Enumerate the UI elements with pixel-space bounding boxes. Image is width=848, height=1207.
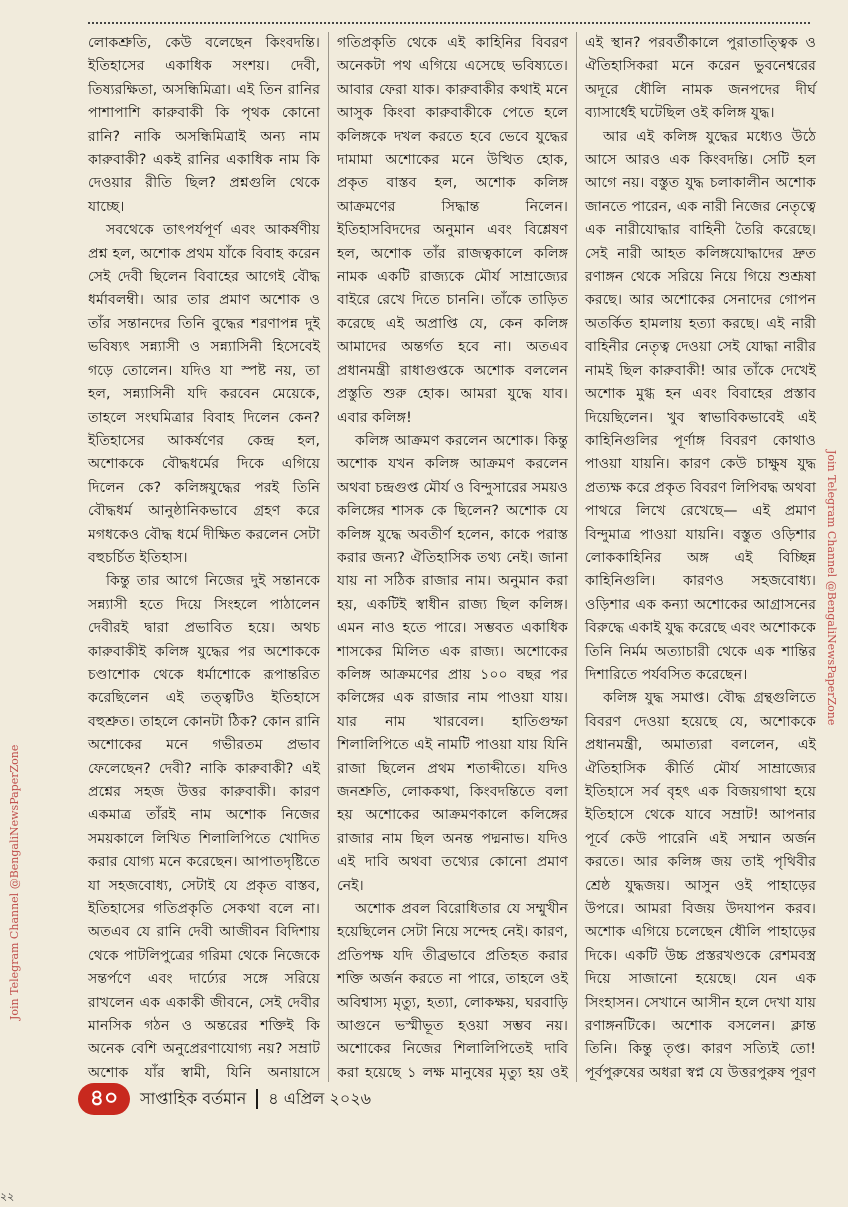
paragraph: আর এই কলিঙ্গ যুদ্ধের মধ্যেও উঠে আসে আরও এক কিংবদন্তি। সেটি হল আগে নয়। বস্তুত যুদ্ধ চলাকালীন অশোক জানতে পারেন, এক নারী নিজের নেতৃত্বে এক নারীযোদ্ধার বাহিনী তৈরি করেছে। সেই নারী আহত কলিঙ্গযোদ্ধাদের দ্রুত রণাঙ্গন থেকে সরিয়ে নিয়ে গিয়ে শুশ্রূষা করছে। আর অশোকের সেনাদের গোপন অতর্কিত হামলায় হত্যা করছে। এই নারী বাহিনীর নেতৃত্ব দেওয়া সেই যোদ্ধা নারীর নামই ছিল কারুবাকী! আর তাঁকে দেখেই অশোক মুগ্ধ হন এবং বিবাহের প্রস্তাব দিয়েছিলেন। খুব স্বাভাবিকভাবেই এই কাহিনিগুলির পূর্ণাঙ্গ বিবরণ কোথাও পাওয়া যায়নি। কারণ কেউ চাক্ষুষ যুদ্ধ প্রত্যক্ষ করে প্রকৃত বিবরণ লিপিবদ্ধ অথবা পাথরে লিখে রেখেছে— এই প্রমাণ বিন্দুমাত্র পাওয়া যায়নি। বস্তুত ওড়িশার লোককাহিনির অঙ্গ এই বিচ্ছিন্ন কাহিনিগুলি। কারণও সহজবোধ্য। ওড়িশার এক কন্যা অশোকের আগ্রাসনের বিরুদ্ধে একাই যুদ্ধ করেছে এবং অশোককে তিনি নির্মম অত্যাচারী থেকে এক শান্তির দিশারিতে পর্যবসিত করেছেন। bbox=[585, 128, 816, 683]
paragraph: কিন্তু তার আগে নিজের দুই সন্তানকে সন্ন্যাসী হতে দিয়ে সিংহলে পাঠালেন দেবীরই দ্বারা প্রভাবিত হয়ে। অথচ কারুবাকীই কলিঙ্গ যুদ্ধের পর অশোককে চণ্ডাশোক থেকে ধর্মাশোকে রূপান্তরিত করেছিলেন এই তত্ত্বটিও ইতিহাসে বহুশ্রুত। তাহলে কোনটা ঠিক? কোন রানি অশোকের মনে গভীরতম প্রভাব ফেলেছেন? দেবী? নাকি কারুবাকী? এই প্রশ্নের সহজ উত্তর কারুবাকী। কারণ একমাত্র তাঁরই নাম অশোক নিজের সময়কালে লিখিত শিলালিপিতে খোদিত করার যোগ্য মনে করেছেন। আপাতদৃষ্টিতে যা সহজবোধ্য, সেটাই যে প্রকৃত বাস্তব, ইতিহাসের গতিপ্রকৃতি সেকথা বলে না। অতএব যে রানি দেবী আজীবন বিদিশায় থেকে পাটলিপুত্রের গরিমা থেকে নিজেকে সন্তর্পণে এবং দার্ঢ্যের সঙ্গে সরিয়ে রাখলেন এক একাকী জীবনে, সেই দেবীর মানসিক গঠন ও অন্তরের শক্তিই কি অনেক বেশি অনুপ্রেরণাযোগ্য নয়? সম্রাট অশোক যাঁর স্বামী, যিনি অনায়াসে bbox=[88, 573, 320, 1081]
watermark-left: Join Telegram Channel @BengaliNewsPaperZone bbox=[8, 744, 21, 1020]
paragraph: এই স্থান? পরবর্তীকালে পুরাতাত্ত্বিক ও ঐতিহাসিকরা মনে করেন ভুবনেশ্বরের অদূরে ধৌলি নামক জনপদের দীর্ঘ ব্যাসার্ধেই ঘটেছিল ওই কলিঙ্গ যুদ্ধ। bbox=[585, 35, 816, 122]
article-column-2 bbox=[328, 32, 576, 1082]
page-footer bbox=[78, 1082, 823, 1116]
paragraph: কলিঙ্গ যুদ্ধ সমাপ্ত। বৌদ্ধ গ্রন্থগুলিতে বিবরণ দেওয়া হয়েছে যে, অশোককে প্রধানমন্ত্রী, অমাত্যরা বললেন, এই ঐতিহাসিক কীর্তি মৌর্য সাম্রাজ্যের ইতিহাসে সর্ব বৃহৎ এক বিজয়গাথা হয়ে ইতিহাসে থেকে যাবে সম্রাট! আপনার পূর্বে কেউ পারেনি এই সম্মান অর্জন করতে। আর কলিঙ্গ জয় তাই পৃথিবীর শ্রেষ্ঠ যুদ্ধজয়। আসুন ওই পাহাড়ের উপরে। আমরা বিজয় উদযাপন করব। অশোক এগিয়ে চলেছেন ধৌলি পাহাড়ের দিকে। একটি উচ্চ প্রস্তরখণ্ডকে রেশমবস্ত্র দিয়ে সাজানো হয়েছে। যেন এক সিংহাসন। সেখানে আসীন হলে দেখা যায় রণাঙ্গনটিকে। অশোক বসলেন। ক্লান্ত তিনি। কিন্তু তৃপ্ত। কারণ সত্যিই তো! পূর্বপুরুষের অধরা স্বপ্ন যে উত্তরপুরুষ পূরণ bbox=[585, 690, 816, 1081]
article-column-3 bbox=[576, 32, 824, 1082]
footer-divider bbox=[256, 1089, 258, 1109]
article-columns bbox=[80, 32, 825, 1082]
paragraph: কলিঙ্গ আক্রমণ করলেন অশোক। কিন্তু অশোক যখন কলিঙ্গ আক্রমণ করলেন অথবা চন্দ্রগুপ্ত মৌর্য ও বিন্দুসারের সময়ও কলিঙ্গের শাসক কে ছিলেন? অশোক যে কলিঙ্গ যুদ্ধে অবতীর্ণ হলেন, কাকে পরাস্ত করার জন্য? ঐতিহাসিক তথ্য নেই। জানা যায় না সঠিক রাজার নাম। অনুমান করা হয়, একটিই স্বাধীন রাজ্য ছিল কলিঙ্গ। এমন নাও হতে পারে। সম্ভবত একাধিক শাসকের মিলিত এক রাজ্য। অশোকের কলিঙ্গ আক্রমণের প্রায় ১০০ বছর পর কলিঙ্গের এক রাজার নাম পাওয়া যায়। যার নাম খারবেল। হাতিগুম্ফা শিলালিপিতে এই নামটি পাওয়া যায় যিনি রাজা ছিলেন প্রথম শতাব্দীতে। যদিও জনশ্রুতি, লোককথা, কিংবদন্তিতে বলা হয় অশোকের আক্রমণকালে কলিঙ্গের রাজার নাম ছিল অনন্ত পদ্মনাভ। যদিও এই দাবি অথবা তথ্যের কোনো প্রমাণ নেই। bbox=[337, 432, 568, 894]
issue-date: ৪ এপ্রিল ২০২৬ bbox=[268, 1088, 372, 1108]
paragraph: অশোক প্রবল বিরোধিতার যে সম্মুখীন হয়েছিলেন সেটা নিয়ে সন্দেহ নেই। কারণ, প্রতিপক্ষ যদি তীব্রভাবে প্রতিহত করার শক্তি অর্জন করতে না পারে, তাহলে ওই অবিশ্বাস্য মৃত্যু, হত্যা, লোকক্ষয়, ঘরবাড়ি আগুনে ভস্মীভূত হওয়া সম্ভব নয়। অশোকের নিজের শিলালিপিতেই দাবি করা হয়েছে ১ লক্ষ মানুষের মৃত্যু হয় ওই bbox=[337, 901, 568, 1081]
watermark-right: Join Telegram Channel @BengaliNewsPaperZone bbox=[825, 450, 838, 726]
paragraph: লোকশ্রুতি, কেউ বলেছেন কিংবদন্তি। ইতিহাসের একাধিক সংশয়। দেবী, তিষ্যরক্ষিতা, অসন্ধিমিত্রা। এই তিন রানির পাশাপাশি কারুবাকী কি পৃথক কোনো রানি? নাকি অসন্ধিমিত্রাই অন্য নাম কারুবাকী? একই রানির একাধিক নাম কি দেওয়ার রীতি ছিল? প্রশ্নগুলি থেকে যাচ্ছে। bbox=[88, 35, 320, 215]
page-number-badge: ৪০ bbox=[78, 1083, 130, 1115]
top-dotted-rule bbox=[88, 22, 810, 24]
edge-page-number: ২২ bbox=[0, 1190, 15, 1203]
paragraph: গতিপ্রকৃতি থেকে এই কাহিনির বিবরণ অনেকটা পথ এগিয়ে এসেছে ভবিষ্যতে। আবার ফেরা যাক। কারুবাকীর কথাই মনে আসুক কিংবা কারুবাকীকে পেতে হলে কলিঙ্গকে দখল করতে হবে ভেবে যুদ্ধের দামামা অশোকের মনে উত্থিত হোক, প্রকৃত বাস্তব হল, অশোক কলিঙ্গ আক্রমণের সিদ্ধান্ত নিলেন। ইতিহাসবিদদের অনুমান এবং বিশ্লেষণ হল, অশোক তাঁর রাজত্বকালে কলিঙ্গ নামক একটি রাজ্যকে মৌর্য সাম্রাজ্যের বাইরে রেখে দিতে চাননি। তাঁকে তাড়িত করেছে এই অপ্রাপ্তি যে, কেন কলিঙ্গ আমাদের অন্তর্গত হবে না। অতএব প্রধানমন্ত্রী রাধাগুপ্তকে অশোক বললেন প্রস্তুতি শুরু হোক। আমরা যুদ্ধে যাব। এবার কলিঙ্গ! bbox=[337, 35, 568, 426]
magazine-name: সাপ্তাহিক বর্তমান bbox=[140, 1088, 247, 1108]
paragraph: সবথেকে তাৎপর্যপূর্ণ এবং আকর্ষণীয় প্রশ্ন হল, অশোক প্রথম যাঁকে বিবাহ করেন সেই দেবী ছিলেন বিবাহের আগেই বৌদ্ধ ধর্মাবলম্বী। আর তার প্রমাণ অশোক ও তাঁর সন্তানদের তিনি বুদ্ধের শরণাপন্ন দুই ভবিষ্যৎ সন্ন্যাসী ও সন্ন্যাসিনী হিসেবেই গড়ে তোলেন। যদিও যা স্পষ্ট নয়, তা হল, সন্ন্যাসিনী যদি করবেন মেয়েকে, তাহলে সংঘমিত্রার বিবাহ দিলেন কেন? ইতিহাসের আকর্ষণের কেন্দ্র হল, অশোককে বৌদ্ধধর্মের দিকে এগিয়ে দিলেন কে? কলিঙ্গযুদ্ধের পরই তিনি বৌদ্ধধর্ম আনুষ্ঠানিকভাবে গ্রহণ করে মগধকেও বৌদ্ধ ধর্মে দীক্ষিত করলেন সেটা বহুচর্চিত ইতিহাস। bbox=[88, 222, 320, 566]
article-column-1 bbox=[80, 32, 328, 1082]
